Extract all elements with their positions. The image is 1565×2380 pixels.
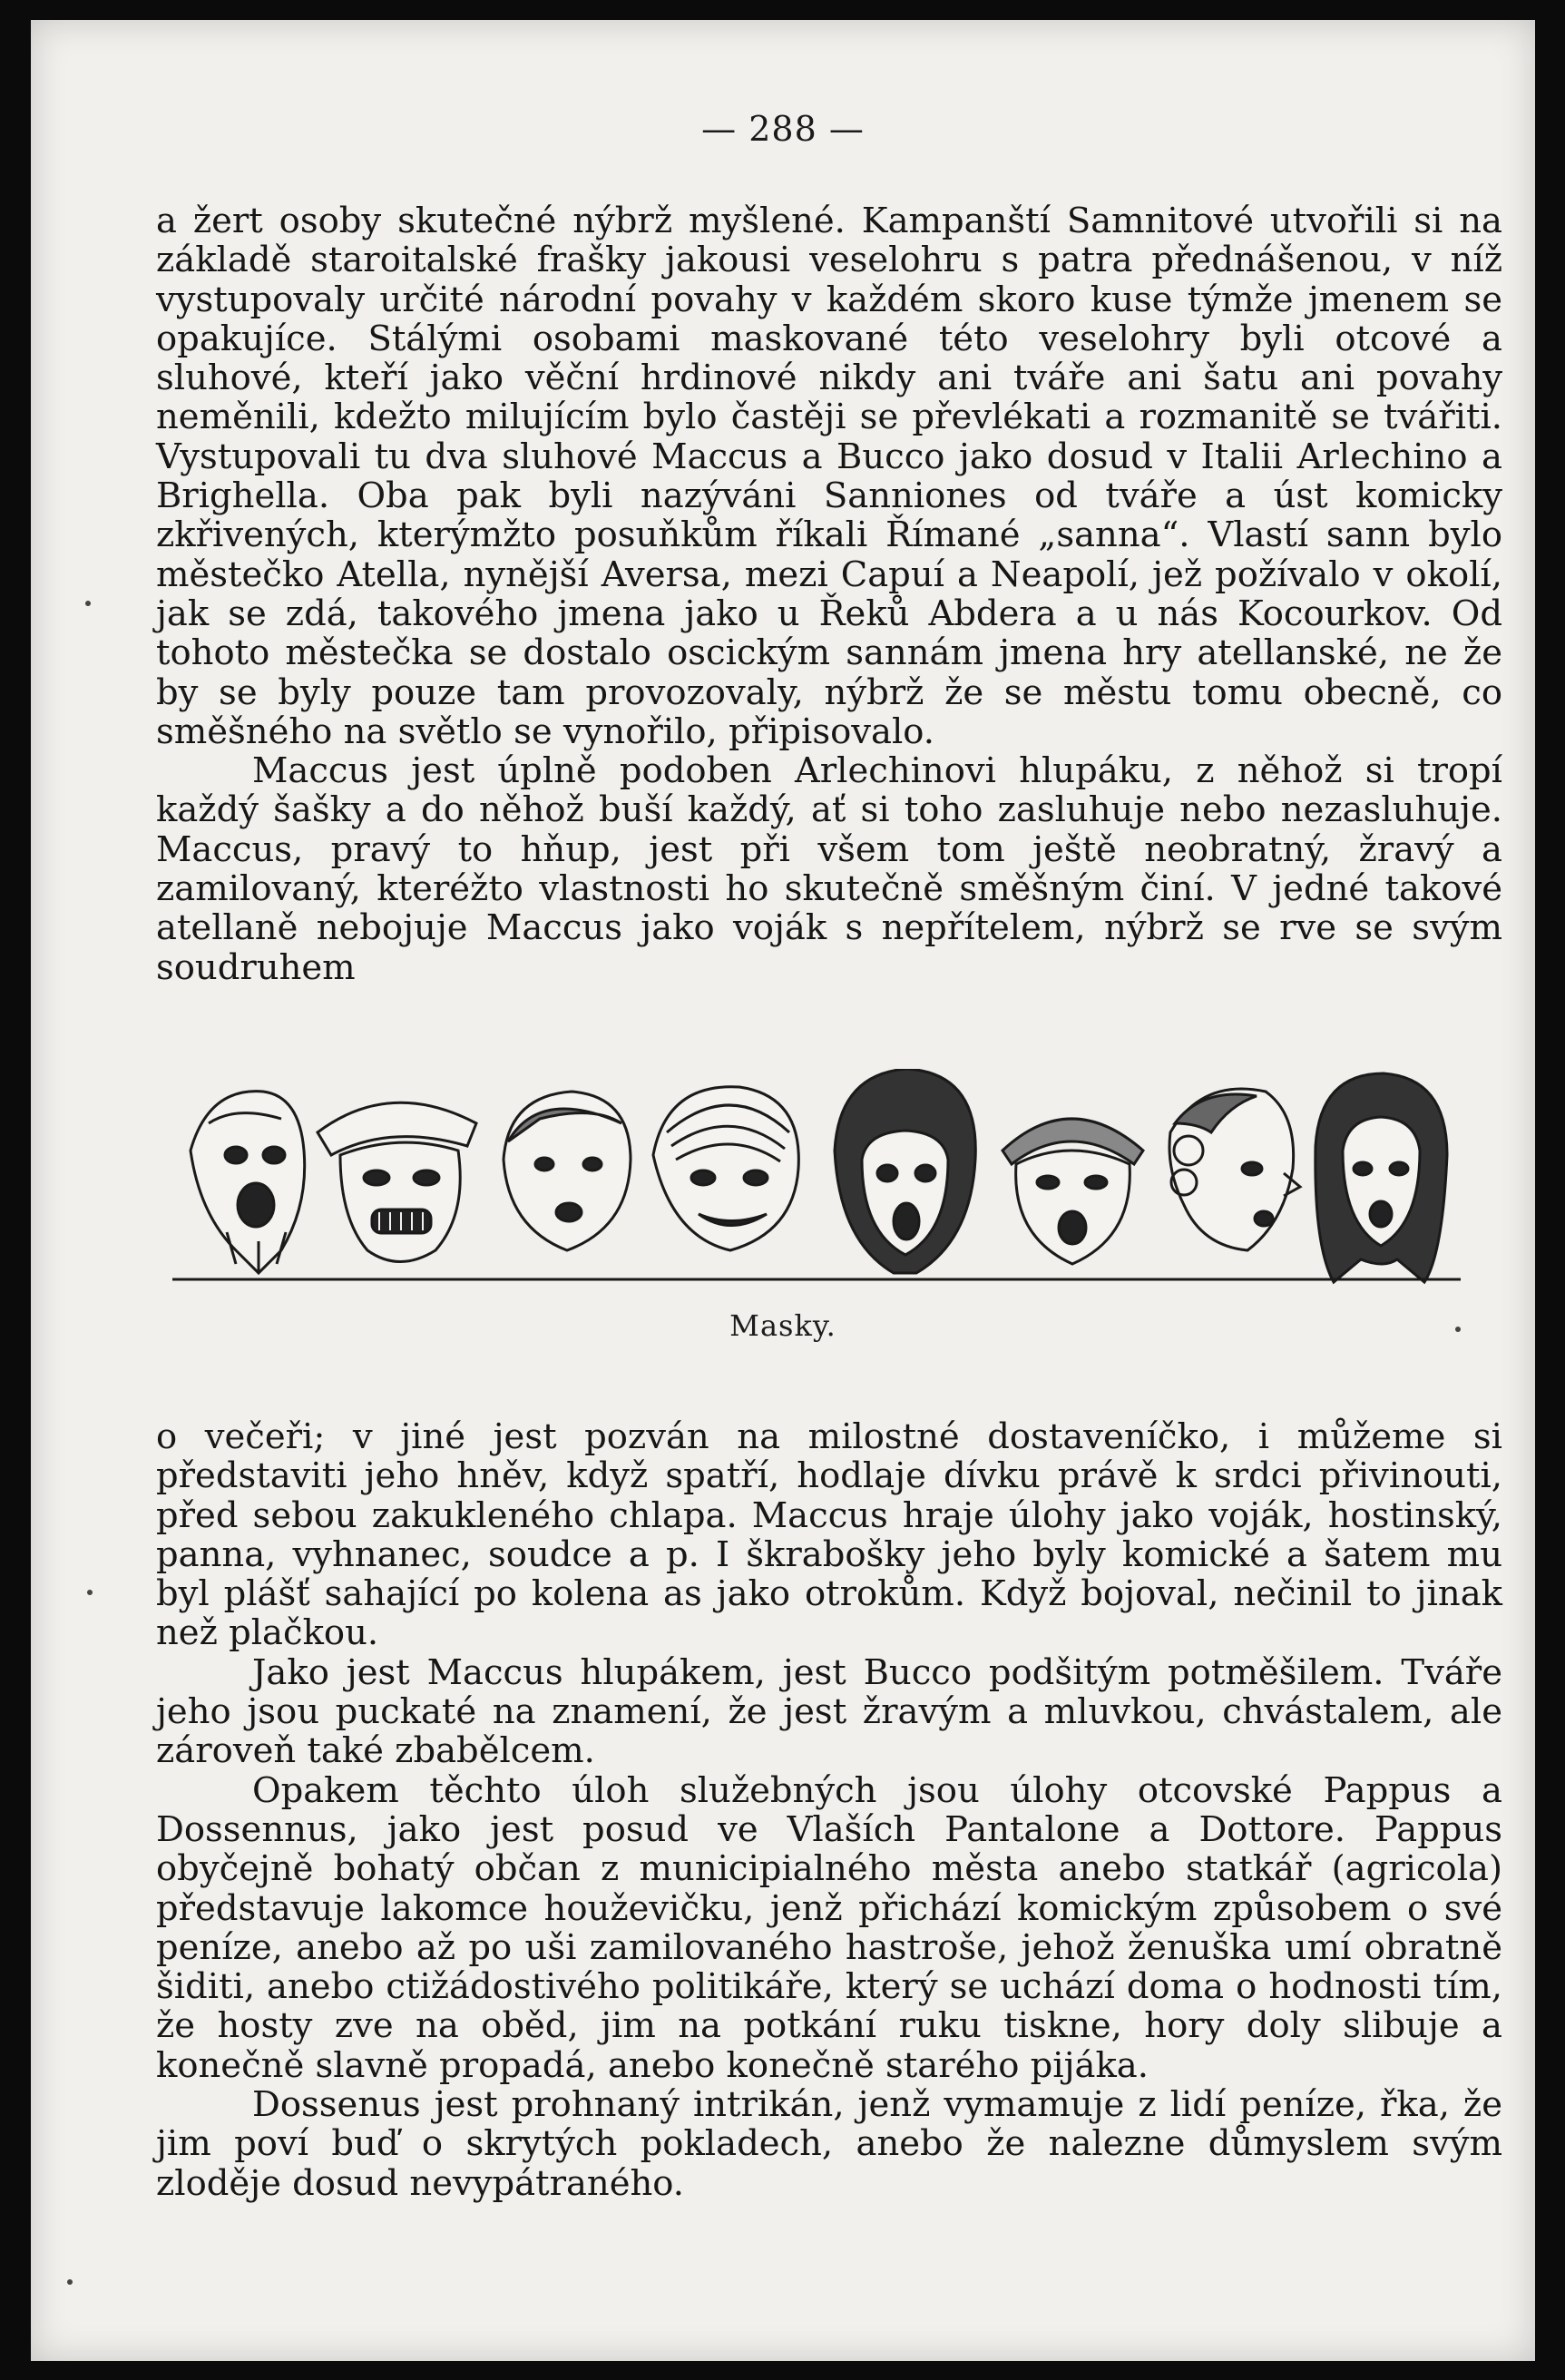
mask-hooded-icon — [835, 1069, 975, 1273]
mask-profile-icon — [1169, 1089, 1300, 1250]
scan-speck — [67, 2279, 73, 2285]
paragraph: Jako jest Maccus hlupákem, jest Bucco podšitým potměšilem. Tváře jeho jsou puckaté na znamení, že jest žravým a mluvkou, chvástalem, ale zároveň také zbabělcem. — [156, 1651, 1502, 1772]
mask-old-man-icon — [653, 1087, 798, 1250]
mask-bearded-icon — [191, 1092, 305, 1273]
paragraph: Opakem těchto úloh služebných jsou úlohy otcovské Pappus a Dossennus, jako jest posud ve Vlaších Pantalone a Dottore. Pappus obyčejně bohatý občan z municipialného města anebo statkář (agricola) představuje lakomce houževičku, jenž přichází komickým způsobem o své peníze, anebo až po uši zamilovaného hastroše, jehož ženuška umí obratně šiditi, anebo ctižádostivého politikáře, který se uchází doma o hodnosti tím, že hosty zve na oběd, jim na potkání ruku tiskne, hory doly slibuje a konečně slavně propadá, anebo konečně starého pijáka. — [156, 1769, 1502, 2086]
page-number: — 288 — — [701, 109, 865, 149]
scan-speck — [1455, 1327, 1461, 1332]
scan-speck — [85, 601, 91, 606]
bottom-text-block — [156, 1417, 1502, 2203]
paragraph: Maccus jest úplně podoben Arlechinovi hlupáku, z něhož si tropí každý šašky a do něhož buší každý, ať si toho zasluhuje nebo nezasluhuje. Maccus, pravý to hňup, jest při všem tom ještě neobratný, žravý a zamilovaný, kteréžto vlastnosti ho skutečně směšným činí. V jedné takové atellaně nebojuje Maccus jako voják s nepřítelem, nýbrž se rve se svým soudruhem — [156, 750, 1502, 988]
top-text-block — [156, 201, 1502, 987]
scan-speck — [87, 1590, 93, 1595]
masks-illustration — [172, 1069, 1461, 1305]
mask-wreathed-icon — [1003, 1119, 1143, 1264]
figure-caption: Masky. — [729, 1308, 836, 1343]
mask-capped-icon — [318, 1102, 476, 1261]
paragraph: Dossenus jest prohnaný intrikán, jenž vymamuje z lidí peníze, řka, že jim poví buď o skrytých pokladech, anebo že nalezne důmyslem svým zloděje dosud nevypátraného. — [156, 2084, 1502, 2204]
mask-youth-icon — [504, 1092, 631, 1250]
mask-long-hair-icon — [1316, 1073, 1447, 1282]
masks-engraving-svg — [172, 1069, 1461, 1305]
paragraph: o večeři; v jiné jest pozván na milostné dostaveníčko, i můžeme si představiti jeho hněv, když spatří, hodlaje dívku právě k srdci přivinouti, před sebou zakukleného chlapa. Maccus hraje úlohy jako voják, hostinský, panna, vyhnanec, soudce a p. I škrabošky jeho byly komické a šatem mu byl plášť sahající po kolena as jako otrokům. Když bojoval, nečinil to jinak než plačkou. — [156, 1416, 1502, 1654]
paragraph: a žert osoby skutečné nýbrž myšlené. Kampanští Samnitové utvořili si na základě staroitalské frašky jakousi veselohru s patra přednášenou, v níž vystupovaly určité národní povahy v každém skoro kuse týmže jmenem se opakujíce. Stálými osobami maskované této veselohry byli otcové a sluhové, kteří jako věční hrdinové nikdy ani tváře ani šatu ani povahy neměnili, kdežto milujícím bylo častěji se převlékati a rozmanitě se tvářiti. Vystupovali tu dva sluhové Maccus a Bucco jako dosud v Italii Arlechino a Brighella. Oba pak byli nazýváni Sanniones od tváře a úst komicky zkřivených, kterýmžto posuňkům říkali Římané „sanna“. Vlastí sann bylo městečko Atella, nynější Aversa, mezi Capuí a Neapolí, jež požívalo v okolí, jak se zdá, takového jmena jako u Řeků Abdera a u nás Kocourkov. Od tohoto městečka se dostalo oscickým sannám jmena hry atellanské, ne že by se byly pouze tam provozovaly, nýbrž že se městu tomu obecně, co směšného na světlo se vynořilo, připisovalo. — [156, 201, 1502, 752]
book-page — [31, 20, 1535, 2361]
